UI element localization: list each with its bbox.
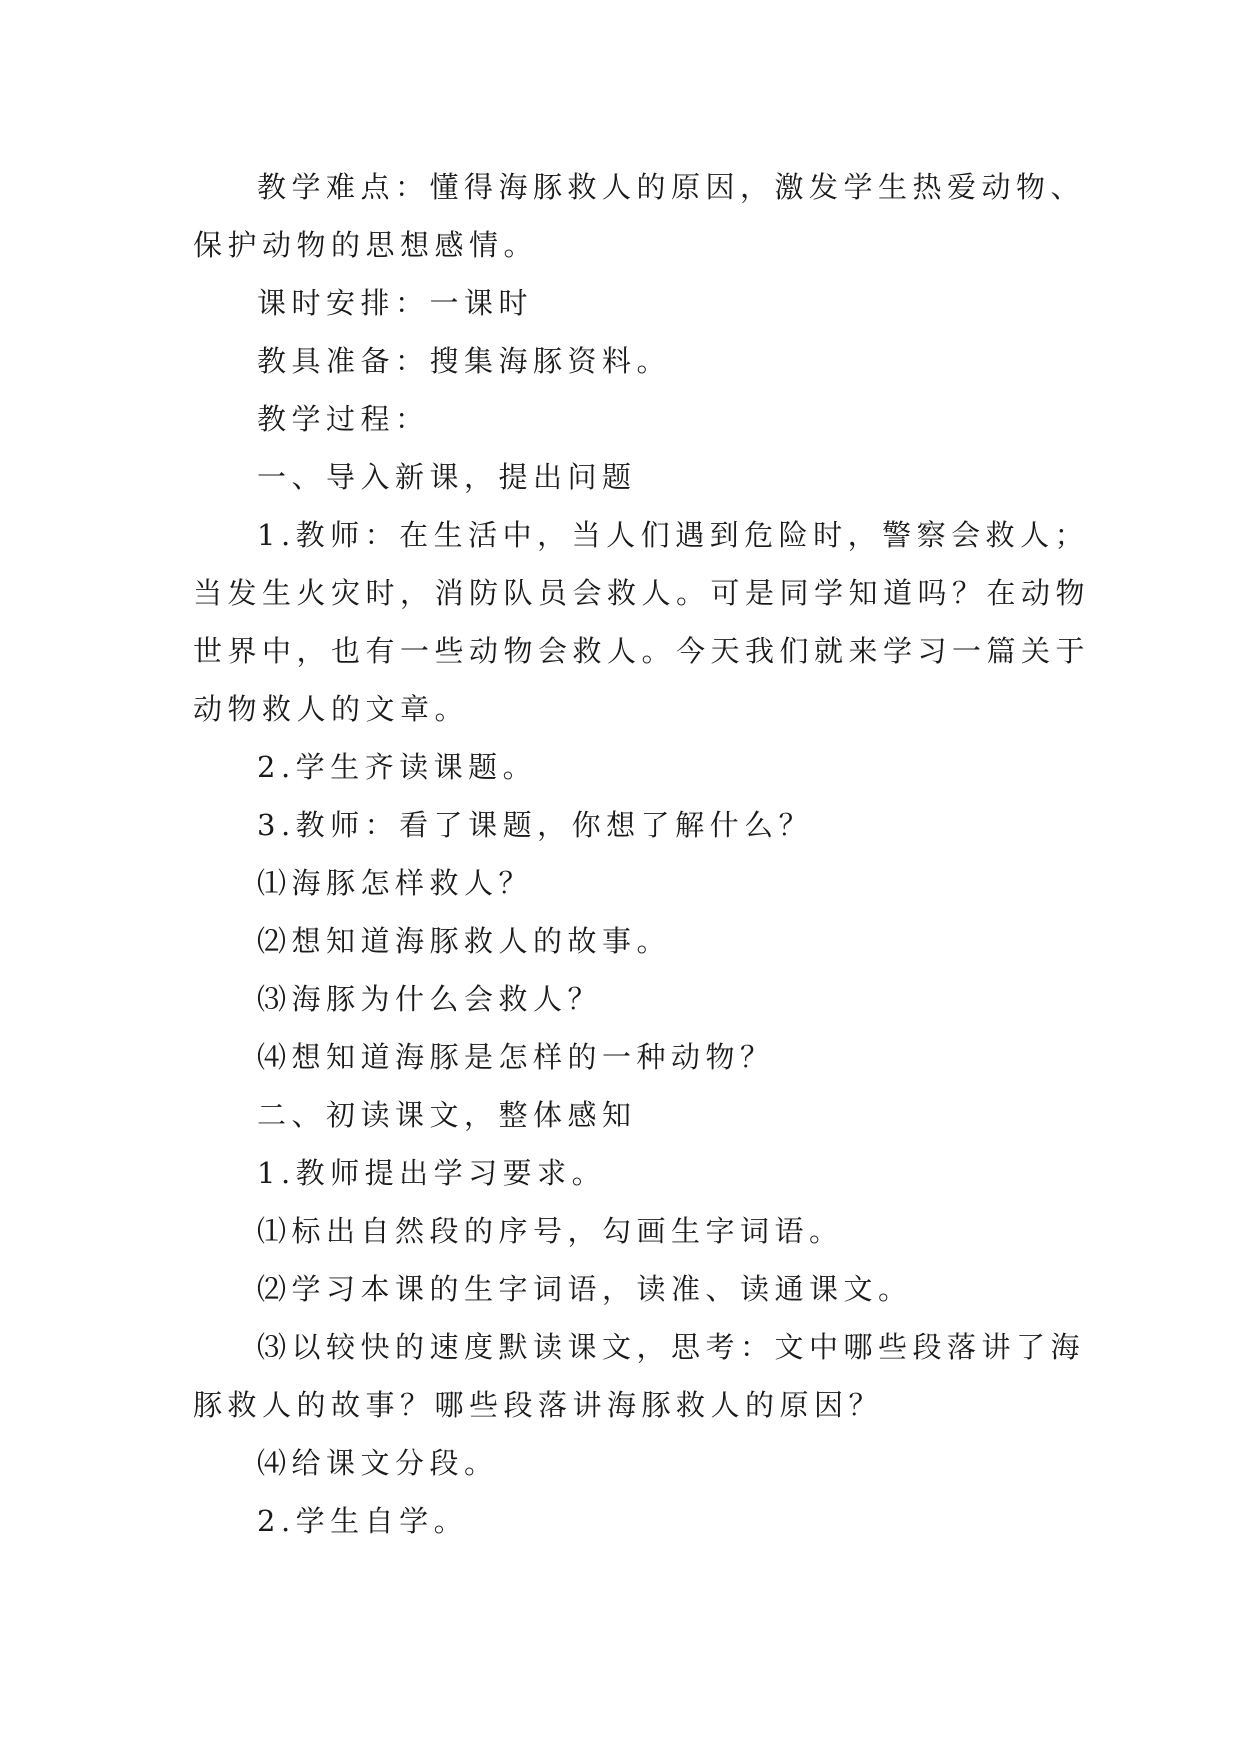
paragraph-line: ⑶海豚为什么会救人？ <box>257 982 603 1016</box>
paragraph-class-schedule <box>193 274 1073 332</box>
paragraph-line: 教学难点：懂得海豚救人的原因，激发学生热爱动物、 <box>257 170 1086 204</box>
paragraph-line: ⑴海豚怎样救人？ <box>257 866 534 900</box>
paragraph-teacher-intro <box>193 506 1091 738</box>
paragraph-line: 动物救人的文章。 <box>193 692 470 726</box>
paragraph-learning-requirements <box>193 1144 1073 1202</box>
paragraph-line: 课时安排：一课时 <box>257 286 534 320</box>
paragraph-read-title <box>193 738 1073 796</box>
list-item <box>193 1318 1086 1434</box>
list-item <box>193 1260 1073 1318</box>
paragraph-line: 2.学生齐读课题。 <box>257 750 538 784</box>
paragraph-teaching-aids <box>193 332 1073 390</box>
paragraph-line: 世界中，也有一些动物会救人。今天我们就来学习一篇关于 <box>193 634 1091 668</box>
list-item <box>193 1028 1073 1086</box>
paragraph-line: 教学过程： <box>257 402 430 436</box>
paragraph-line: 豚救人的故事？哪些段落讲海豚救人的原因？ <box>193 1388 884 1422</box>
section-heading-2 <box>193 1086 1073 1144</box>
paragraph-line: ⑵想知道海豚救人的故事。 <box>257 924 672 958</box>
list-item <box>193 970 1073 1028</box>
paragraph-line: 3.教师：看了课题，你想了解什么？ <box>257 808 814 842</box>
paragraph-line: 1.教师：在生活中，当人们遇到危险时，警察会救人； <box>257 518 1090 552</box>
paragraph-line: ⑶以较快的速度默读课文，思考：文中哪些段落讲了海 <box>257 1330 1086 1364</box>
list-item <box>193 912 1073 970</box>
document-body <box>193 158 1091 1550</box>
paragraph-line: 保护动物的思想感情。 <box>193 228 539 262</box>
list-item <box>193 1202 1073 1260</box>
paragraph-line: 2.学生自学。 <box>257 1504 469 1538</box>
paragraph-line: ⑷想知道海豚是怎样的一种动物？ <box>257 1040 775 1074</box>
section-heading-1 <box>193 448 1073 506</box>
list-item <box>193 1434 1073 1492</box>
paragraph-line: ⑷给课文分段。 <box>257 1446 499 1480</box>
paragraph-teacher-question <box>193 796 1073 854</box>
paragraph-line: 当发生火灾时，消防队员会救人。可是同学知道吗？在动物 <box>193 576 1091 610</box>
paragraph-line: ⑴标出自然段的序号，勾画生字词语。 <box>257 1214 844 1248</box>
paragraph-line: 1.教师提出学习要求。 <box>257 1156 607 1190</box>
paragraph-line: 教具准备：搜集海豚资料。 <box>257 344 672 378</box>
paragraph-line: ⑵学习本课的生字词语，读准、读通课文。 <box>257 1272 913 1306</box>
paragraph-teaching-process <box>193 390 1073 448</box>
paragraph-line: 一、导入新课，提出问题 <box>257 460 637 494</box>
paragraph-self-study <box>193 1492 1073 1550</box>
paragraph-teaching-difficulty <box>193 158 1086 274</box>
list-item <box>193 854 1073 912</box>
paragraph-line: 二、初读课文，整体感知 <box>257 1098 637 1132</box>
